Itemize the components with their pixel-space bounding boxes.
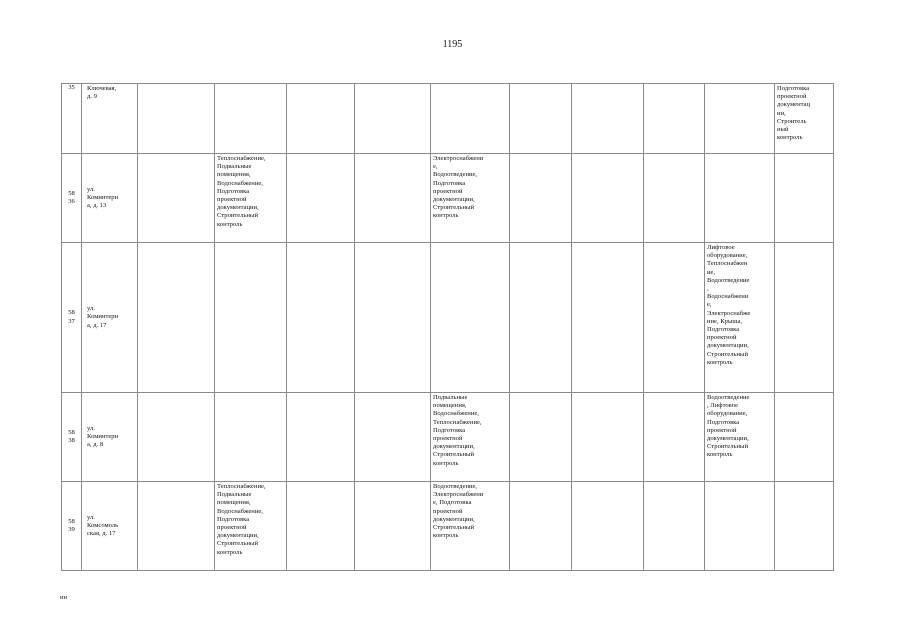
- work-cell: [431, 84, 510, 154]
- work-cell: [572, 84, 644, 154]
- work-cell: [287, 243, 355, 393]
- work-cell: [644, 393, 705, 482]
- row-number-cell: 58 36: [62, 154, 82, 243]
- work-cell: Теплоснабжение, Подвальные помещения, Водоснабжение, Подготовка проектной документации, Строительный контроль: [215, 482, 287, 571]
- row-number-cell: 58 38: [62, 393, 82, 482]
- repair-schedule-table: [61, 83, 834, 571]
- work-cell: [644, 482, 705, 571]
- work-cell: [572, 482, 644, 571]
- work-cell: [355, 154, 431, 243]
- row-number-cell: 58 39: [62, 482, 82, 571]
- table-row: [62, 482, 834, 571]
- work-cell: [138, 84, 215, 154]
- work-cell: [644, 84, 705, 154]
- work-cell: [138, 154, 215, 243]
- work-cell: [138, 393, 215, 482]
- address-cell: ул. Коминтерн а, д. 8: [82, 393, 138, 482]
- work-cell: Электроснабжени е, Водоотведение, Подготовка проектной документации, Строительный контроль: [431, 154, 510, 243]
- table-row: [62, 243, 834, 393]
- work-cell: Водоотведение, Электроснабжени е, Подготовка проектной документации, Строительный контроль: [431, 482, 510, 571]
- work-cell: [572, 154, 644, 243]
- work-cell: Водоотведение , Лифтовое оборудование, Подготовка проектной документации, Строительный контроль: [705, 393, 775, 482]
- address-cell: ул. Коминтерн а, д. 17: [82, 243, 138, 393]
- work-cell: [510, 393, 572, 482]
- table-row: [62, 154, 834, 243]
- work-cell: [287, 154, 355, 243]
- work-cell: Подвальные помещения, Водоснабжение, Теплоснабжение, Подготовка проектной документации, Строительный контроль: [431, 393, 510, 482]
- work-cell: [355, 84, 431, 154]
- work-cell: Теплоснабжение, Подвальные помещения, Водоснабжение, Подготовка проектной документации, Строительный контроль: [215, 154, 287, 243]
- work-cell: [705, 482, 775, 571]
- work-cell: [510, 482, 572, 571]
- footer-mark: нн: [60, 594, 68, 601]
- table-row: [62, 393, 834, 482]
- address-cell: Ключевая, д. 9: [82, 84, 138, 154]
- table-row: [62, 84, 834, 154]
- work-cell: [215, 84, 287, 154]
- work-cell: Лифтовое оборудование, Теплоснабжен ие, Водоотведение , Водоснабжени е, Электроснабже ние, Крыша, Подготовка проектной документации, Строительный контроль: [705, 243, 775, 393]
- work-cell: [510, 84, 572, 154]
- work-cell: [355, 243, 431, 393]
- work-cell: [138, 482, 215, 571]
- row-number-cell: 35: [62, 84, 82, 154]
- work-cell: [287, 393, 355, 482]
- row-number-cell: 58 37: [62, 243, 82, 393]
- work-cell: [287, 482, 355, 571]
- work-cell: [510, 243, 572, 393]
- work-cell: [775, 393, 834, 482]
- work-cell: [644, 243, 705, 393]
- work-cell: [572, 243, 644, 393]
- work-cell: [287, 84, 355, 154]
- work-cell: Подготовка проектной документац ии, Строитель ный контроль: [775, 84, 834, 154]
- work-cell: [775, 154, 834, 243]
- work-cell: [355, 393, 431, 482]
- work-cell: [644, 154, 705, 243]
- address-cell: ул. Коминтерн а, д. 13: [82, 154, 138, 243]
- work-cell: [572, 393, 644, 482]
- work-cell: [215, 243, 287, 393]
- work-cell: [355, 482, 431, 571]
- work-cell: [705, 154, 775, 243]
- work-cell: [215, 393, 287, 482]
- work-cell: [138, 243, 215, 393]
- work-cell: [705, 84, 775, 154]
- work-cell: [510, 154, 572, 243]
- work-cell: [775, 243, 834, 393]
- work-cell: [775, 482, 834, 571]
- page-number: 1195: [442, 39, 463, 50]
- work-cell: [431, 243, 510, 393]
- address-cell: ул. Комсомоль ская, д. 17: [82, 482, 138, 571]
